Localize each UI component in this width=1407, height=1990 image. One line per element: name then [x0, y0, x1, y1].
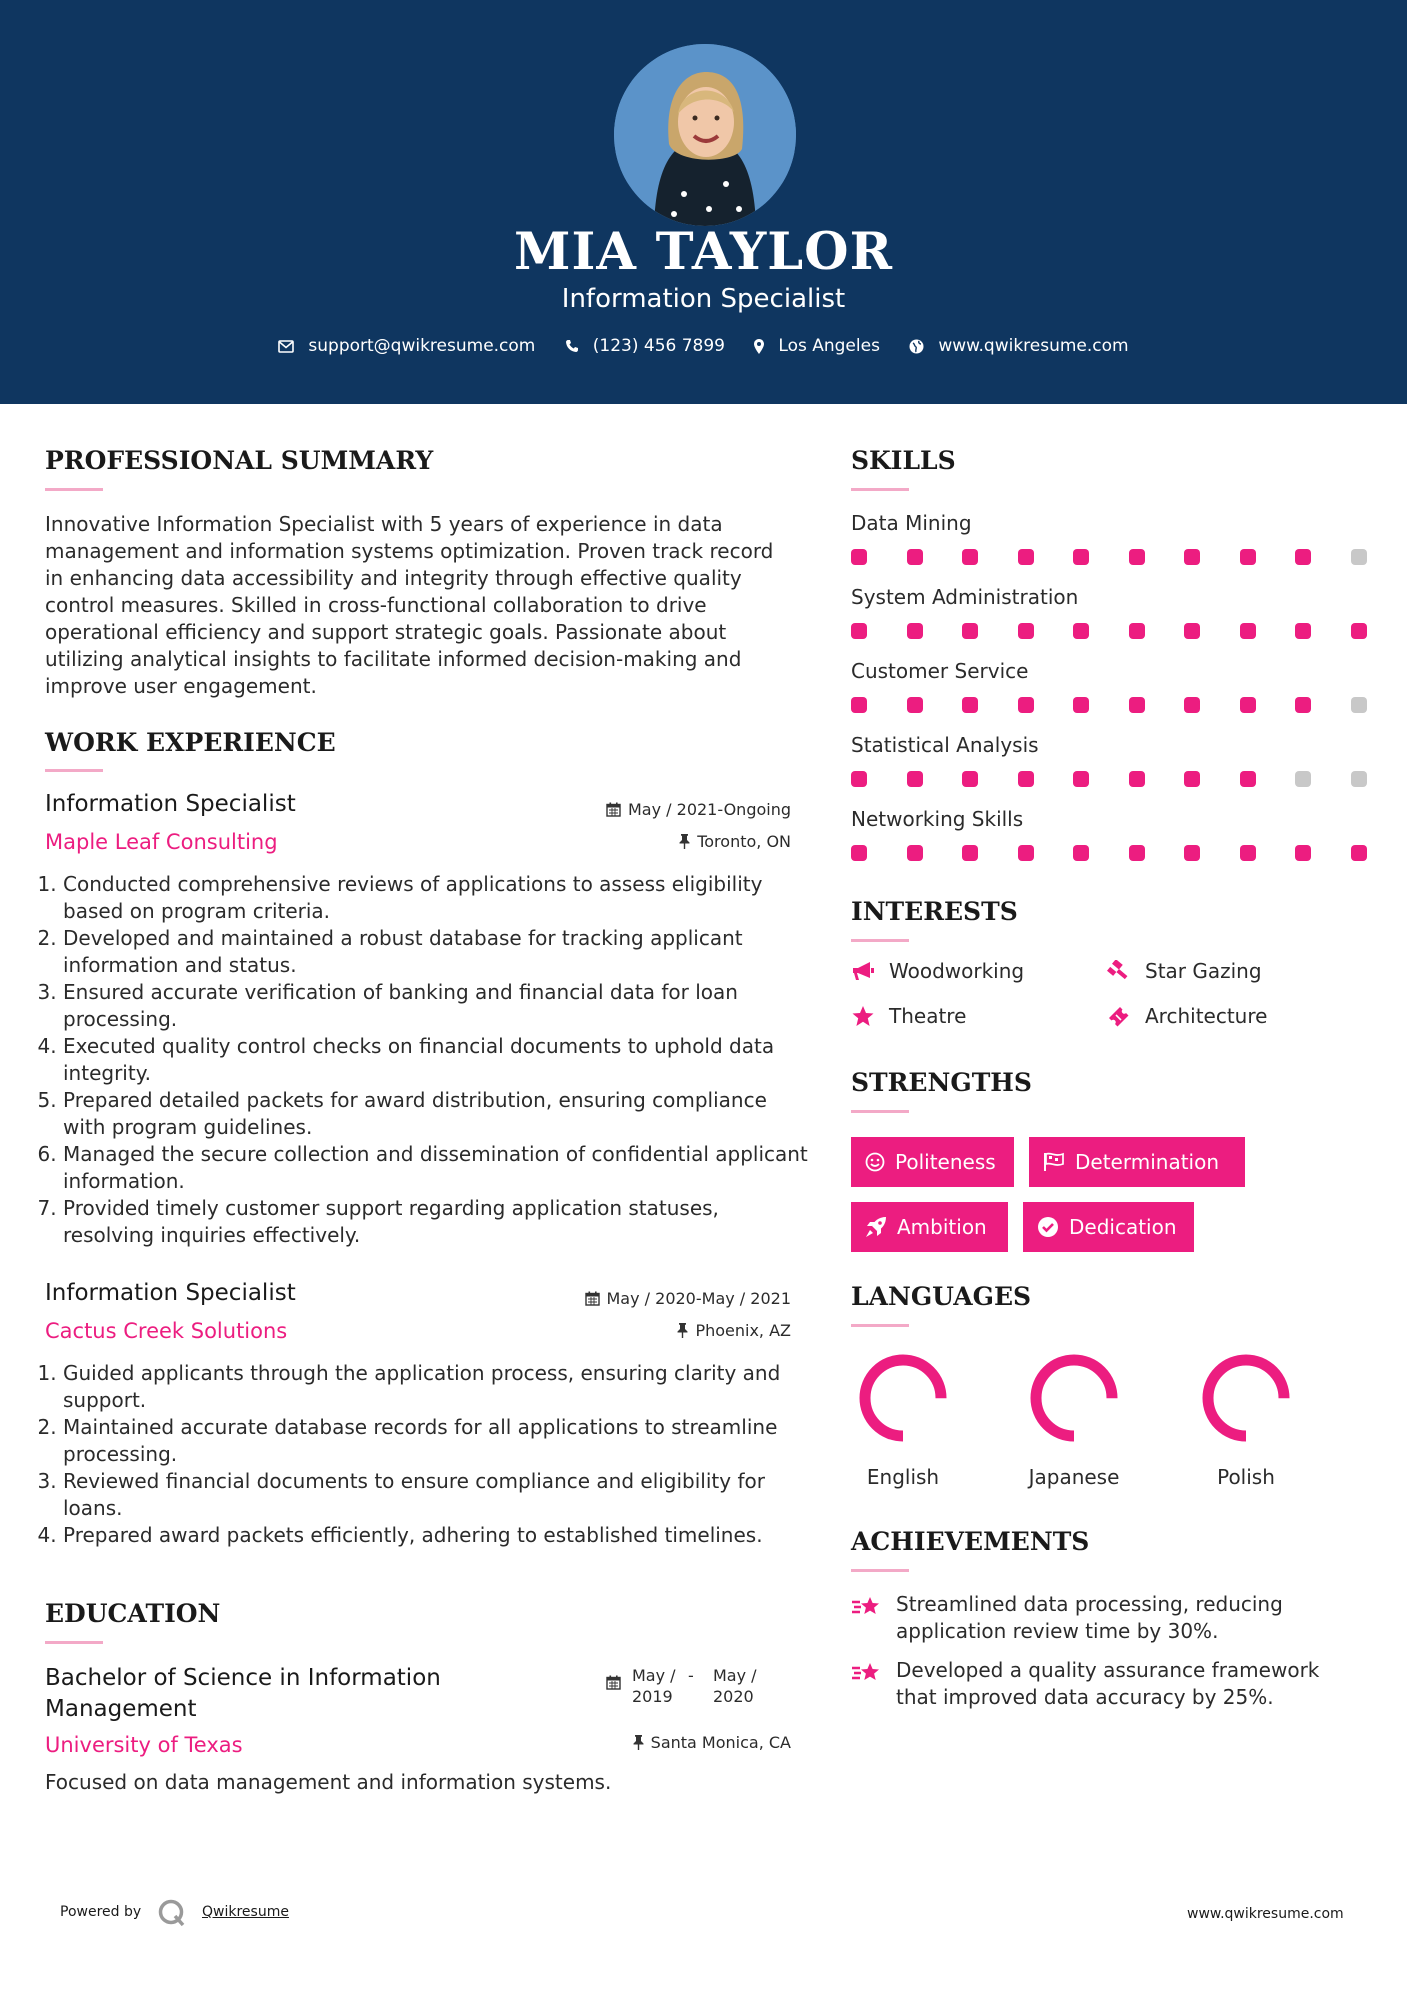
section-divider [851, 1324, 909, 1327]
skill-level-dot [962, 771, 978, 787]
skill-level-dot [1240, 697, 1256, 713]
skill-level-dot [1240, 771, 1256, 787]
education-location-text: Santa Monica, CA [650, 1733, 791, 1752]
list-item: 4. Prepared award packets efficiently, adhering to established timelines. [63, 1522, 813, 1549]
skill-level-dot [1129, 549, 1145, 565]
list-item: 6. Managed the secure collection and dissemination of confidential applicant information. [63, 1141, 813, 1195]
calendar-icon [606, 1675, 621, 1690]
interest-item [851, 959, 1024, 983]
job-date-text: May / 2021-Ongoing [628, 800, 791, 819]
job-location [480, 832, 791, 851]
skill-level-dot [962, 697, 978, 713]
skill-level-dot [1351, 697, 1367, 713]
list-item: 3. Ensured accurate verification of banking and financial data for loan processing. [63, 979, 813, 1033]
skill-level-dot [1184, 697, 1200, 713]
skill-level-dot [1018, 623, 1034, 639]
skill-level-dot [1018, 771, 1034, 787]
education-start-date: May / 2019 [632, 1666, 676, 1706]
skill-level-dot [907, 697, 923, 713]
summary-text: Innovative Information Specialist with 5 years of experience in data management and information systems optimization. Proven track record in enhancing data accessibility and integrity through effective quality control measures. Skilled in cross-functional collaboration to drive operational efficiency and support strategic goals. Passionate about utilizing analytical insights to facilitate informed decision-making and improve user engagement. [45, 512, 774, 698]
job-role: Information Specialist [45, 1280, 296, 1306]
star-icon [851, 1005, 875, 1027]
education-location [480, 1733, 791, 1752]
skill-name: Customer Service [851, 659, 1029, 683]
website-text: www.qwikresume.com [938, 336, 1129, 356]
phone-icon [565, 339, 579, 353]
skill-level-dot [1129, 623, 1145, 639]
skill-level-dot [1184, 771, 1200, 787]
skill-level-dot [962, 623, 978, 639]
skill-level-dot [851, 697, 867, 713]
rocket-icon [865, 1216, 887, 1238]
list-item: 1. Conducted comprehensive reviews of applications to assess eligibility based on program criteria. [63, 871, 813, 925]
qwikresume-brand-link[interactable]: Qwikresume [202, 1904, 289, 1920]
skills-heading: SKILLS [851, 446, 956, 475]
job-duties-list [45, 871, 813, 1249]
section-divider [851, 1110, 909, 1113]
language-level-ring [1024, 1348, 1124, 1448]
skill-level-dot [1295, 771, 1311, 787]
skill-level-dot [1129, 697, 1145, 713]
envelope-icon [278, 340, 294, 353]
pushpin-icon [679, 834, 690, 849]
strength-label: Dedication [1069, 1215, 1177, 1239]
skill-level-dot [1073, 623, 1089, 639]
strengths-heading: STRENGTHS [851, 1068, 1032, 1097]
language-name: English [866, 1465, 940, 1489]
achievements-heading: ACHIEVEMENTS [851, 1527, 1090, 1556]
skill-level-dot [1018, 697, 1034, 713]
phone-text: (123) 456 7899 [592, 336, 725, 356]
skill-level-dot [1240, 845, 1256, 861]
section-divider [851, 488, 909, 491]
skill-level-dot [1018, 845, 1034, 861]
powered-by-label: Powered by [60, 1904, 142, 1920]
interest-item [851, 1004, 966, 1028]
section-divider [851, 1569, 909, 1572]
job-location [480, 1321, 791, 1340]
skill-level-dot [1351, 623, 1367, 639]
contact-location [754, 336, 880, 356]
job-date [480, 800, 791, 819]
language-level-arc [1036, 1360, 1112, 1436]
skill-level-dot [1295, 845, 1311, 861]
bullhorn-icon [851, 960, 875, 982]
education-degree: Bachelor of Science in Information Management [45, 1665, 441, 1722]
skill-level-dot [1295, 549, 1311, 565]
contact-phone[interactable] [565, 336, 725, 356]
map-pin-icon [754, 339, 764, 354]
interest-label: Star Gazing [1145, 959, 1262, 983]
check-circle-icon [1037, 1216, 1059, 1238]
language-level-arc [1208, 1360, 1284, 1436]
skill-level-dot [1295, 697, 1311, 713]
skill-level-dot [1240, 623, 1256, 639]
skill-level-dot [1351, 771, 1367, 787]
skill-level-dot [1184, 549, 1200, 565]
job-date [480, 1289, 791, 1308]
interest-item [1107, 1004, 1267, 1028]
skill-level-dot [1073, 549, 1089, 565]
skill-level-dot [907, 771, 923, 787]
job-location-text: Toronto, ON [697, 832, 791, 851]
candidate-name: MIA TAYLOR [514, 222, 893, 282]
skill-level-dot [1073, 697, 1089, 713]
globe-icon [909, 339, 924, 354]
smile-icon [865, 1152, 885, 1172]
date-separator: - [688, 1666, 694, 1685]
list-item: 1. Guided applicants through the application process, ensuring clarity and support. [63, 1360, 813, 1414]
language-name: Polish [1217, 1465, 1275, 1489]
skill-level-dot [1184, 845, 1200, 861]
skill-level-dot [851, 549, 867, 565]
skill-name: Statistical Analysis [851, 733, 1039, 757]
list-item: 7. Provided timely customer support regarding application statuses, resolving inquiries effectively. [63, 1195, 813, 1249]
strength-badge [851, 1202, 1008, 1252]
education-heading: EDUCATION [45, 1599, 221, 1628]
flag-icon [1043, 1152, 1065, 1172]
skill-level-dot [1073, 771, 1089, 787]
skill-level-dot [962, 549, 978, 565]
strength-badge [851, 1137, 1014, 1187]
skill-level-dot [1240, 549, 1256, 565]
footer-website[interactable]: www.qwikresume.com [1187, 1906, 1344, 1922]
strength-label: Determination [1075, 1150, 1220, 1174]
list-item: 2. Maintained accurate database records for all applications to streamline processing. [63, 1414, 813, 1468]
interest-label: Architecture [1145, 1004, 1268, 1028]
section-divider [45, 769, 103, 772]
job-duties-list [45, 1360, 813, 1549]
section-divider [45, 1641, 103, 1644]
education-date-icon [606, 1675, 624, 1694]
candidate-title: Information Specialist [561, 284, 846, 314]
language-level-ring [853, 1348, 953, 1448]
skill-level-dot [1129, 845, 1145, 861]
skill-level-dot [1351, 845, 1367, 861]
languages-heading: LANGUAGES [851, 1282, 1032, 1311]
ticket-icon [1107, 1005, 1131, 1027]
calendar-icon [585, 1291, 600, 1306]
education-description: Focused on data management and information systems. [45, 1770, 612, 1794]
skill-name: System Administration [851, 585, 1079, 609]
interest-item [1107, 959, 1262, 983]
qwikresume-logo-icon [157, 1898, 187, 1932]
skill-level-dot [851, 771, 867, 787]
section-divider [45, 488, 103, 491]
resume-header [0, 0, 1407, 404]
language-level-ring [1196, 1348, 1296, 1448]
interest-label: Theatre [889, 1004, 967, 1028]
education-school: University of Texas [45, 1733, 243, 1757]
list-item: 5. Prepared detailed packets for award distribution, ensuring compliance with program guidelines. [63, 1087, 813, 1141]
achievement-text: Streamlined data processing, reducing application review time by 30%. [896, 1592, 1283, 1643]
gavel-icon [1107, 960, 1131, 982]
contact-bar [0, 336, 1407, 356]
interests-heading: INTERESTS [851, 897, 1018, 926]
strength-badge [1029, 1137, 1245, 1187]
shooting-star-icon [851, 1660, 883, 1692]
skill-level-dot [1184, 623, 1200, 639]
pushpin-icon [633, 1735, 644, 1750]
profile-photo [614, 44, 796, 226]
contact-website[interactable] [909, 336, 1128, 356]
skill-name: Networking Skills [851, 807, 1024, 831]
experience-heading: WORK EXPERIENCE [45, 728, 336, 757]
language-level-arc [865, 1360, 941, 1436]
strength-label: Politeness [895, 1150, 996, 1174]
skill-level-dot [1018, 549, 1034, 565]
location-text: Los Angeles [778, 336, 880, 356]
skill-name: Data Mining [851, 511, 972, 535]
job-company: Maple Leaf Consulting [45, 830, 278, 854]
job-role: Information Specialist [45, 791, 296, 817]
pushpin-icon [677, 1323, 688, 1338]
skill-level-dot [1295, 623, 1311, 639]
list-item: 4. Executed quality control checks on financial documents to uphold data integrity. [63, 1033, 813, 1087]
skill-level-dot [851, 623, 867, 639]
interest-label: Woodworking [889, 959, 1025, 983]
language-name: Japanese [1028, 1465, 1120, 1489]
strength-badge [1023, 1202, 1194, 1252]
skill-level-dot [1073, 845, 1089, 861]
skill-level-dot [1351, 549, 1367, 565]
contact-email[interactable] [278, 336, 535, 356]
section-divider [851, 939, 909, 942]
calendar-icon [606, 802, 621, 817]
education-end-date: May / 2020 [713, 1666, 757, 1706]
list-item: 3. Reviewed financial documents to ensure compliance and eligibility for loans. [63, 1468, 813, 1522]
list-item: 2. Developed and maintained a robust database for tracking applicant information and status. [63, 925, 813, 979]
skill-level-dot [851, 845, 867, 861]
skill-level-dot [907, 845, 923, 861]
strength-label: Ambition [897, 1215, 987, 1239]
achievement-text: Developed a quality assurance framework that improved data accuracy by 25%. [896, 1658, 1320, 1709]
skill-level-dot [907, 549, 923, 565]
summary-heading: PROFESSIONAL SUMMARY [45, 446, 434, 475]
job-location-text: Phoenix, AZ [695, 1321, 791, 1340]
skill-level-dot [962, 845, 978, 861]
job-company: Cactus Creek Solutions [45, 1319, 288, 1343]
shooting-star-icon [851, 1594, 883, 1626]
job-date-text: May / 2020-May / 2021 [606, 1289, 791, 1308]
skill-level-dot [907, 623, 923, 639]
email-text: support@qwikresume.com [308, 336, 536, 356]
skill-level-dot [1129, 771, 1145, 787]
